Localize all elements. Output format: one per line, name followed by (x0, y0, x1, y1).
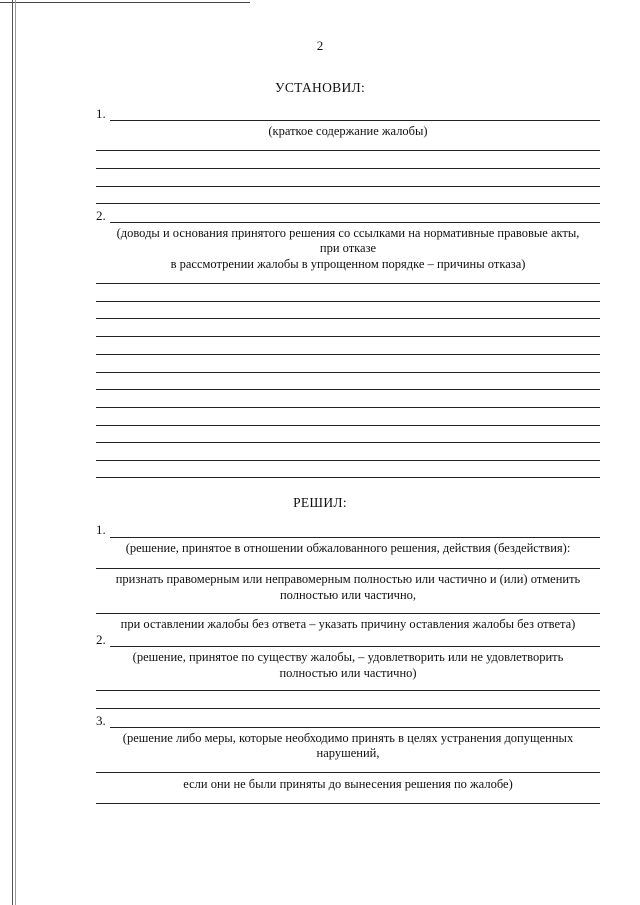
decision1-caption-line2: признать правомерным или неправомерным полностью или частично и (или) отменить (115, 572, 581, 586)
decision3-caption-line1: (решение либо меры, которые необходимо принять в целях устранения допущенных (122, 731, 574, 745)
heading-decided: РЕШИЛ: (293, 495, 347, 510)
scan-edge-top (0, 2, 250, 3)
decision3-caption-line3: если они не были приняты до вынесения решения по жалобе) (183, 777, 513, 791)
item1-line (110, 120, 600, 121)
blank-line (96, 613, 600, 614)
blank-line (96, 283, 600, 284)
decision3-line (110, 727, 600, 728)
blank-line (96, 336, 600, 337)
decision2-caption-line2: полностью или частично) (279, 666, 417, 680)
item2-caption-line2: при отказе (319, 241, 377, 255)
blank-line (96, 425, 600, 426)
decision1-number: 1. (96, 522, 106, 537)
decision3-caption-line2: нарушений, (316, 746, 380, 760)
blank-line (96, 477, 600, 478)
item1-caption: (краткое содержание жалобы) (268, 124, 428, 138)
blank-line (96, 772, 600, 773)
blank-line (96, 186, 600, 187)
item2-number: 2. (96, 208, 106, 223)
blank-line (96, 318, 600, 319)
item2-caption-line3: в рассмотрении жалобы в упрощенном порядке – причины отказа) (170, 257, 526, 271)
blank-line (96, 407, 600, 408)
item2-caption-line1: (доводы и основания принятого решения со ссылками на нормативные правовые акты, (116, 226, 580, 240)
scan-edge-left (12, 0, 13, 905)
blank-line (96, 568, 600, 569)
heading-established: УСТАНОВИЛ: (274, 80, 366, 95)
item2-line (110, 222, 600, 223)
blank-line (96, 690, 600, 691)
decision1-line (110, 537, 600, 538)
decision2-number: 2. (96, 632, 106, 647)
decision1-caption-line1: (решение, принятое в отношении обжалованного решения, действия (бездействия): (125, 541, 571, 555)
decision2-line (110, 646, 600, 647)
blank-line (96, 708, 600, 709)
blank-line (96, 203, 600, 204)
decision1-caption-line3: полностью или частично, (279, 588, 417, 602)
blank-line (96, 460, 600, 461)
blank-line (96, 372, 600, 373)
blank-line (96, 150, 600, 151)
blank-line (96, 168, 600, 169)
blank-line (96, 442, 600, 443)
decision3-number: 3. (96, 713, 106, 728)
scan-edge-left-inner (15, 0, 16, 905)
blank-line (96, 389, 600, 390)
blank-line (96, 301, 600, 302)
page-number: 2 (316, 38, 324, 53)
item1-number: 1. (96, 106, 106, 121)
blank-line (96, 803, 600, 804)
blank-line (96, 354, 600, 355)
decision2-caption-line1: (решение, принятое по существу жалобы, – удовлетворить или не удовлетворить (132, 650, 564, 664)
decision1-caption-line4: при оставлении жалобы без ответа – указать причину оставления жалобы без ответа) (120, 617, 576, 631)
